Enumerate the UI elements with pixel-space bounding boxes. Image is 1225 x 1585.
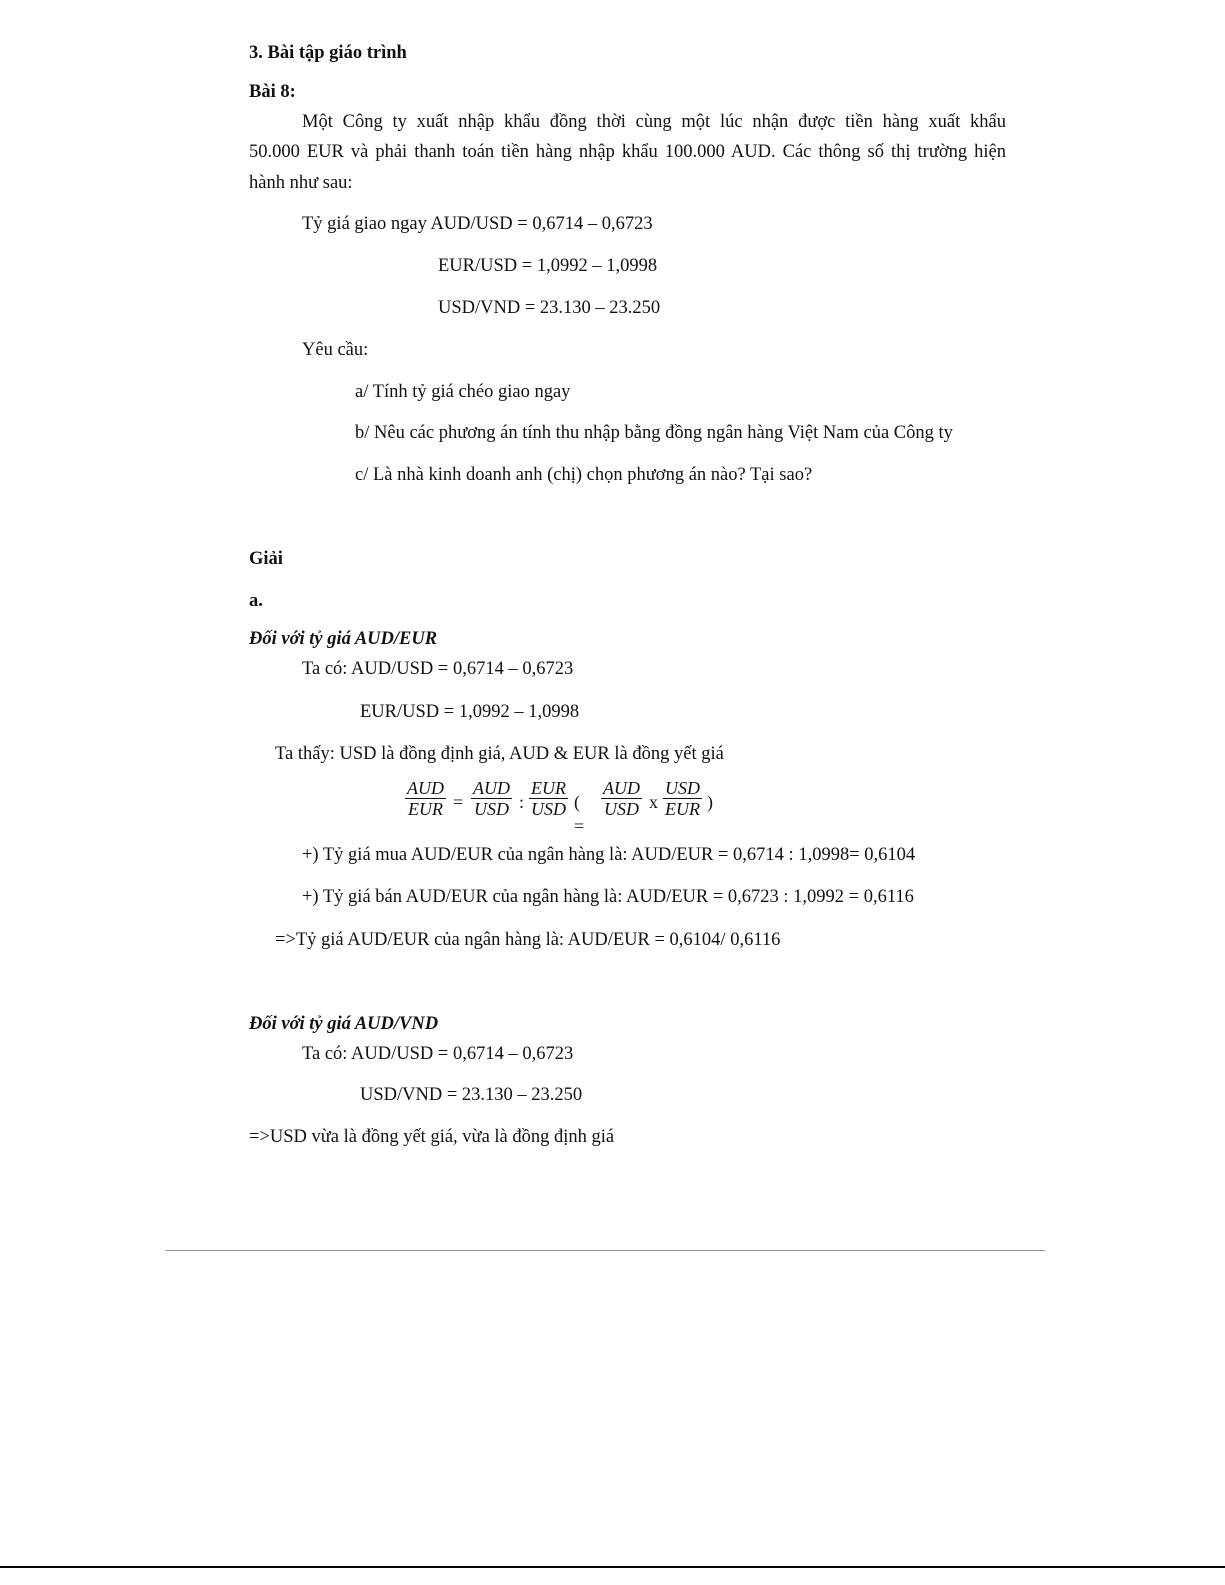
fraction-numerator: USD — [665, 778, 700, 798]
requirement-c: c/ Là nhà kinh doanh anh (chị) chọn phương án nào? Tại sao? — [355, 465, 813, 485]
page-bottom-border — [0, 1566, 1225, 1568]
aud-eur-sell-rate: +) Tỷ giá bán AUD/EUR của ngân hàng là: AUD/EUR = 0,6723 : 1,0992 = 0,6116 — [302, 887, 914, 907]
aud-eur-buy-rate: +) Tỷ giá mua AUD/EUR của ngân hàng là: AUD/EUR = 0,6714 : 1,0998= 0,6104 — [302, 845, 916, 865]
problem-line-3: hành như sau: — [249, 173, 353, 193]
fraction-aud-usd-2 — [601, 778, 642, 819]
aud-vnd-given-1: Ta có: AUD/USD = 0,6714 – 0,6723 — [302, 1044, 574, 1064]
requirement-b: b/ Nêu các phương án tính thu nhập bằng đồng ngân hàng Việt Nam của Công ty — [355, 423, 953, 443]
fraction-numerator: EUR — [531, 778, 566, 798]
aud-eur-given-2: EUR/USD = 1,0992 – 1,0998 — [360, 702, 580, 722]
aud-eur-heading: Đối với tỷ giá AUD/EUR — [249, 629, 438, 649]
solution-part-a: a. — [249, 591, 263, 611]
requirements-heading: Yêu cầu: — [302, 340, 369, 360]
section-title: 3. Bài tập giáo trình — [249, 43, 407, 63]
fraction-denominator: EUR — [408, 799, 443, 819]
fraction-denominator: EUR — [665, 799, 700, 819]
fraction-numerator: AUD — [407, 778, 444, 798]
requirement-a: a/ Tính tỷ giá chéo giao ngay — [355, 382, 571, 402]
aud-eur-result: =>Tỷ giá AUD/EUR của ngân hàng là: AUD/EUR = 0,6104/ 0,6116 — [275, 930, 781, 950]
aud-eur-given-1: Ta có: AUD/USD = 0,6714 – 0,6723 — [302, 659, 574, 679]
page-footer-divider — [165, 1250, 1045, 1251]
rate-aud-usd: Tỷ giá giao ngay AUD/USD = 0,6714 – 0,6723 — [302, 214, 653, 234]
fraction-usd-eur — [663, 778, 702, 819]
aud-vnd-given-2: USD/VND = 23.130 – 23.250 — [360, 1085, 583, 1105]
close-paren: ) — [707, 792, 713, 812]
solution-heading: Giải — [249, 549, 283, 569]
division-sign: : — [519, 792, 525, 812]
fraction-aud-eur — [405, 778, 446, 819]
fraction-denominator: USD — [531, 799, 566, 819]
rate-eur-usd: EUR/USD = 1,0992 – 1,0998 — [438, 256, 658, 276]
fraction-numerator: AUD — [603, 778, 640, 798]
aud-vnd-heading: Đối với tỷ giá AUD/VND — [249, 1014, 439, 1034]
fraction-eur-usd — [529, 778, 568, 819]
problem-line-1: Một Công ty xuất nhập khẩu đồng thời cùng một lúc nhận được tiền hàng xuất khẩu — [302, 112, 1006, 132]
aud-eur-observation: Ta thấy: USD là đồng định giá, AUD & EUR là đồng yết giá — [275, 744, 724, 764]
exercise-title: Bài 8: — [249, 82, 296, 102]
open-paren-equals: ( = — [574, 792, 585, 836]
equals-sign: = — [453, 792, 464, 812]
rate-usd-vnd: USD/VND = 23.130 – 23.250 — [438, 298, 661, 318]
fraction-denominator: USD — [604, 799, 639, 819]
fraction-aud-usd — [471, 778, 512, 819]
aud-vnd-note: =>USD vừa là đồng yết giá, vừa là đồng định giá — [249, 1127, 615, 1147]
fraction-denominator: USD — [474, 799, 509, 819]
problem-line-2: 50.000 EUR và phải thanh toán tiền hàng nhập khẩu 100.000 AUD. Các thông số thị trường hiện — [249, 142, 1006, 162]
multiply-sign: x — [649, 792, 658, 812]
fraction-numerator: AUD — [473, 778, 510, 798]
